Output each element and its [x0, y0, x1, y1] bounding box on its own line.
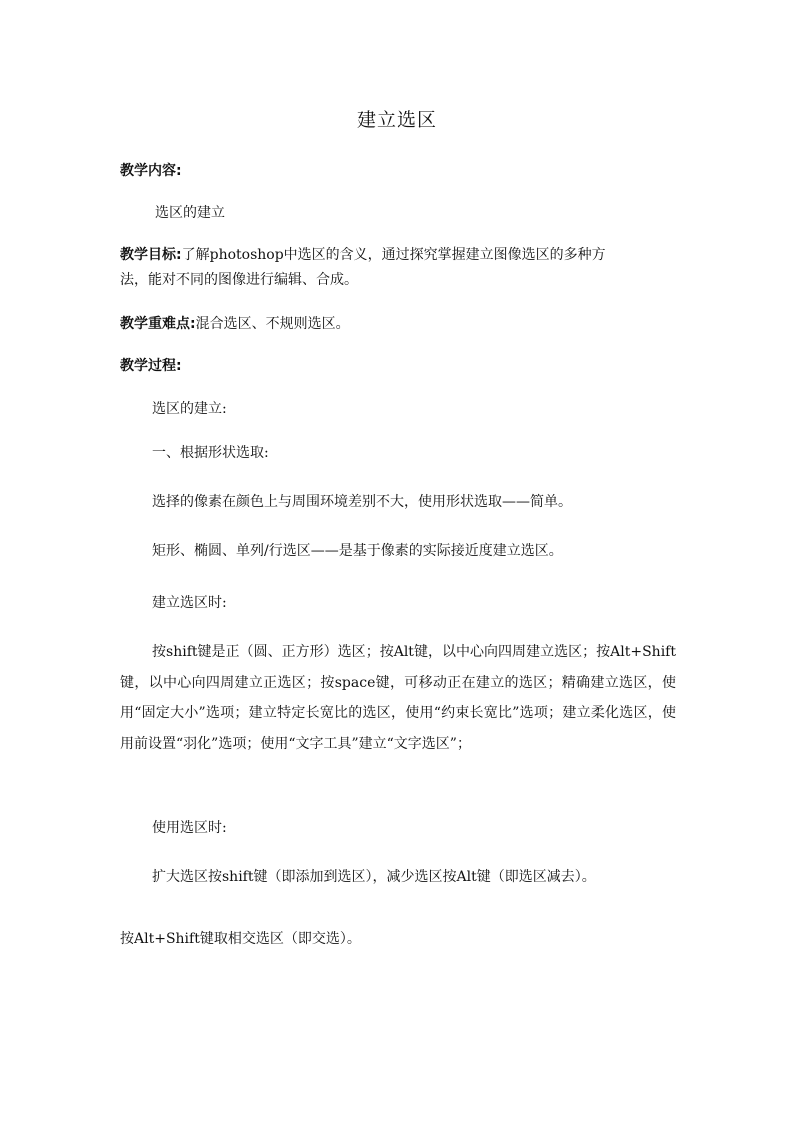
process-p2: 一、根据形状选取: — [152, 445, 269, 461]
content-text: 选区的建立 — [155, 205, 225, 221]
process-p8: 扩大选区按shift键（即添加到选区），减少选区按Alt键（即选区减去）。 — [152, 869, 596, 885]
process-p9: 按Alt+Shift键取相交选区（即交选）。 — [120, 931, 361, 947]
process-p7: 使用选区时: — [152, 820, 227, 836]
goal-text-1: 了解photoshop中选区的含义，通过探究掌握建立图像选区的多种方 — [181, 247, 606, 263]
goal-label: 教学目标: — [120, 247, 182, 263]
process-p4: 矩形、椭圆、单列/行选区——是基于像素的实际接近度建立选区。 — [152, 543, 563, 559]
key-points-text: 混合选区、不规则选区。 — [195, 316, 350, 332]
process-p1: 选区的建立: — [152, 401, 227, 417]
process-p3: 选择的像素在颜色上与周围环境差别不大，使用形状选取——简单。 — [152, 494, 572, 510]
goal-line-1 — [120, 242, 680, 268]
process-label: 教学过程: — [120, 358, 182, 374]
page-title: 建立选区 — [356, 109, 437, 131]
key-points-line — [120, 311, 680, 337]
content-label: 教学内容: — [120, 163, 182, 179]
goal-text-2: 法，能对不同的图像进行编辑、合成。 — [120, 272, 358, 288]
process-p5: 建立选区时: — [152, 595, 227, 611]
key-points-label: 教学重难点: — [120, 316, 196, 332]
process-p6: 按shift键是正（圆、正方形）选区；按Alt键，以中心向四周建立选区；按Alt+Shift键，以中心向四周建立正选区；按space键，可移动正在建立的选区；精确建立选区，使用“固定大小”选项；建立特定长宽比的选区，使用“约束长宽比”选项；建立柔化选区，使用前设置“羽化”选项；使用“文字工具”建立“文字选区”； — [120, 644, 676, 752]
